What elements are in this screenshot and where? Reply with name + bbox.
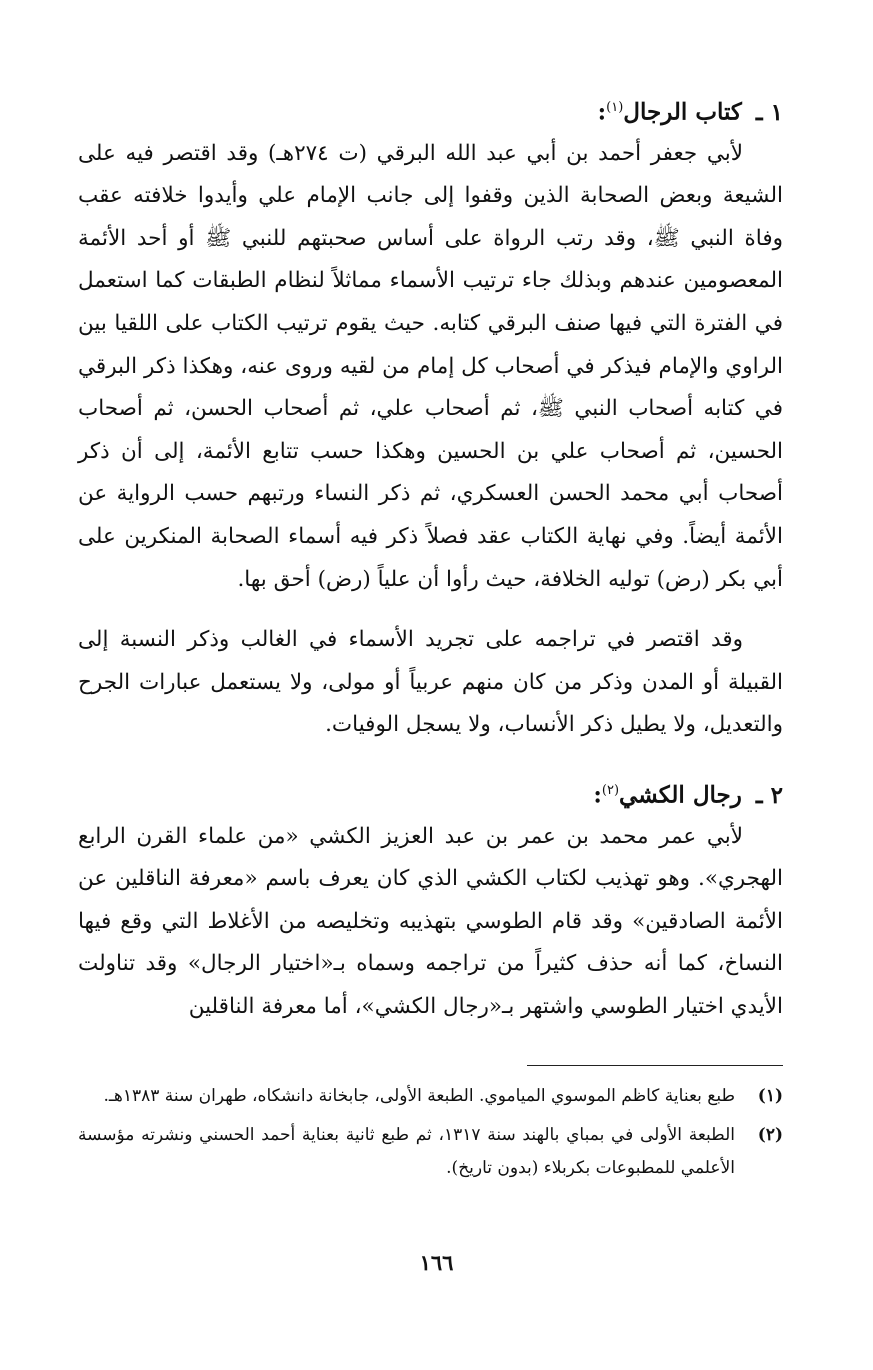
- section-gap: [78, 747, 783, 771]
- section-2-heading: [78, 771, 783, 816]
- footnote-separator-wrap: [78, 1029, 783, 1066]
- section-1-heading: [78, 88, 783, 133]
- section-2-colon: :: [593, 781, 602, 809]
- section-2-number: ٢ ـ: [755, 781, 783, 809]
- footnote-1-text: طبع بعناية كاظم الموسوي المياموي. الطبعة الأولى، جابخانة دانشكاه، طهران سنة ١٣٨٣هـ.: [103, 1085, 735, 1106]
- footnotes: [78, 1080, 783, 1185]
- footnote-1: [78, 1080, 783, 1113]
- section-1-paragraph-1: لأبي جعفر أحمد بن أبي عبد الله البرقي (ت ٢٧٤هـ) وقد اقتصر فيه على الشيعة وبعض الصحابة الذين وقفوا إلى جانب الإمام علي وأيدوا خلافته عقب وفاة النبي ﷺ، وقد رتب الرواة على أساس صحبتهم للنبي ﷺ أو أحد الأئمة المعصومين عندهم وبذلك جاء ترتيب الأسماء مماثلاً لنظام الطبقات كما استعمل في الفترة التي فيها صنف البرقي كتابه. حيث يقوم ترتيب الكتاب على اللقيا بين الراوي والإمام فيذكر في أصحاب كل إمام من لقيه وروى عنه، وهكذا ذكر البرقي في كتابه أصحاب النبي ﷺ، ثم أصحاب علي، ثم أصحاب الحسن، ثم أصحاب الحسين، ثم أصحاب علي بن الحسين وهكذا حسب تتابع الأئمة، إلى أن ذكر أصحاب أبي محمد الحسن العسكري، ثم ذكر النساء ورتبهم حسب الرواية عن الأئمة أيضاً. وفي نهاية الكتاب عقد فصلاً ذكر فيه أسماء الصحابة المنكرين على أبي بكر (رض) توليه الخلافة، حيث رأوا أن علياً (رض) أحق بها.: [78, 140, 783, 592]
- section-2-paragraph-1: لأبي عمر محمد بن عمر بن عبد العزيز الكشي «من علماء القرن الرابع الهجري». وهو تهذيب لكتاب الكشي الذي كان يعرف باسم «معرفة الناقلين عن الأئمة الصادقين» وقد قام الطوسي بتهذيبه وتخليصه من الأغلاط التي وقع فيها النساخ، كما أنه حذف كثيراً من تراجمه وسماه بـ«اختيار الرجال» وقد تناولت الأيدي اختيار الطوسي واشتهر بـ«رجال الكشي»، أما معرفة الناقلين: [78, 823, 783, 1019]
- section-1-title: كتاب الرجال: [623, 98, 742, 126]
- footnote-2-text: الطبعة الأولى في بمباي بالهند سنة ١٣١٧، ثم طبع ثانية بعناية أحمد الحسني ونشرته مؤسسة الأعلمي للمطبوعات بكربلاء (بدون تاريخ).: [78, 1124, 735, 1178]
- footnote-2: [78, 1119, 783, 1185]
- footnote-1-mark: (١): [757, 1085, 783, 1106]
- section-1-number: ١ ـ: [755, 98, 783, 126]
- section-2-footnote-ref[interactable]: (٢): [601, 782, 620, 798]
- page-number: ١٦٦: [419, 1250, 454, 1275]
- footnote-separator: [527, 1065, 783, 1066]
- footnote-2-mark: (٢): [757, 1124, 783, 1145]
- paragraph-gap: [78, 601, 783, 619]
- section-2-title: رجال الكشي: [619, 781, 742, 809]
- section-1-footnote-ref[interactable]: (١): [606, 100, 624, 115]
- section-1-paragraph-2: وقد اقتصر في تراجمه على تجريد الأسماء في الغالب وذكر النسبة إلى القبيلة أو المدن وذكر من كان منهم عربياً أو مولى، ولا يستعمل عبارات الجرح والتعديل، ولا يطيل ذكر الأنساب، ولا يسجل الوفيات.: [78, 627, 783, 738]
- section-1-colon: :: [597, 98, 607, 126]
